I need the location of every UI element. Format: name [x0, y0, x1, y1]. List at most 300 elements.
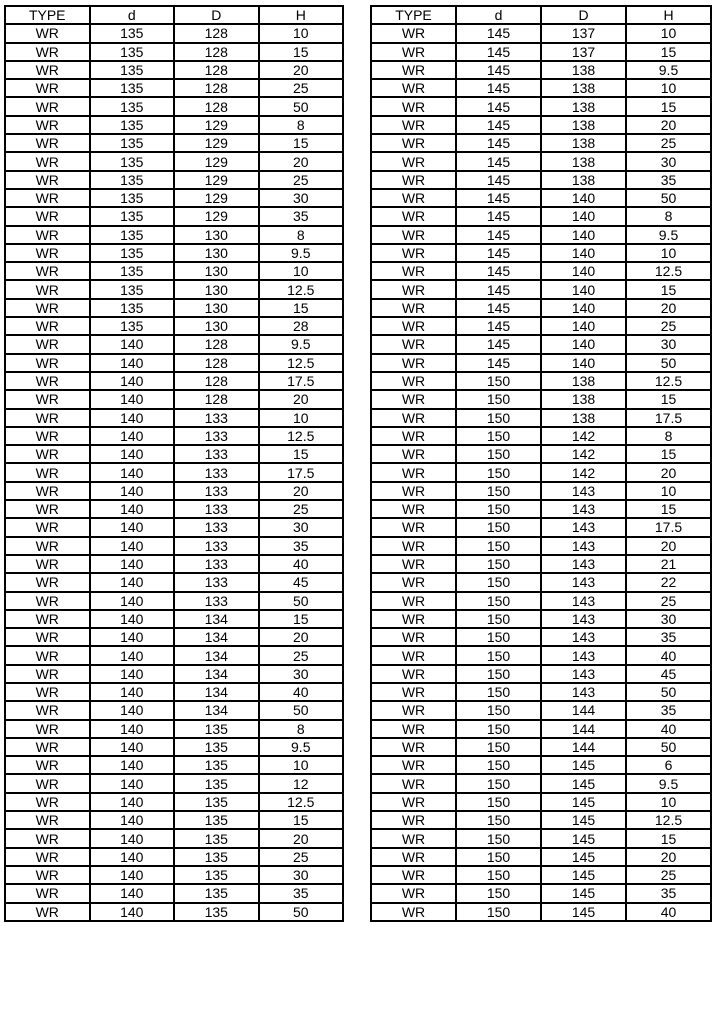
- cell-height: 20: [626, 463, 711, 481]
- table-row: [371, 280, 711, 298]
- cell-inner-diameter: 140: [90, 720, 175, 738]
- cell-outer-diameter: 144: [541, 738, 626, 756]
- table-row: [5, 884, 343, 902]
- cell-height: 15: [626, 390, 711, 408]
- cell-height: 25: [259, 500, 344, 518]
- table-row: [371, 244, 711, 262]
- cell-outer-diameter: 140: [541, 244, 626, 262]
- cell-outer-diameter: 145: [541, 756, 626, 774]
- table-row: [371, 445, 711, 463]
- cell-height: 50: [626, 683, 711, 701]
- cell-outer-diameter: 143: [541, 500, 626, 518]
- cell-inner-diameter: 140: [90, 628, 175, 646]
- cell-type: WR: [5, 207, 90, 225]
- cell-type: WR: [371, 226, 456, 244]
- cell-height: 21: [626, 555, 711, 573]
- cell-outer-diameter: 133: [174, 482, 259, 500]
- cell-height: 17.5: [259, 372, 344, 390]
- cell-type: WR: [5, 866, 90, 884]
- table-row: [371, 701, 711, 719]
- table-row: [371, 628, 711, 646]
- cell-inner-diameter: 150: [456, 445, 541, 463]
- cell-type: WR: [5, 79, 90, 97]
- table-row: [371, 738, 711, 756]
- table-row: [5, 226, 343, 244]
- cell-type: WR: [371, 555, 456, 573]
- cell-inner-diameter: 140: [90, 756, 175, 774]
- cell-type: WR: [371, 610, 456, 628]
- cell-outer-diameter: 143: [541, 555, 626, 573]
- cell-inner-diameter: 140: [90, 390, 175, 408]
- header-type: TYPE: [371, 6, 456, 24]
- cell-outer-diameter: 133: [174, 555, 259, 573]
- cell-outer-diameter: 134: [174, 628, 259, 646]
- table-row: [371, 518, 711, 536]
- cell-outer-diameter: 142: [541, 463, 626, 481]
- cell-inner-diameter: 145: [456, 97, 541, 115]
- cell-type: WR: [5, 518, 90, 536]
- cell-height: 12.5: [259, 793, 344, 811]
- cell-height: 28: [259, 317, 344, 335]
- cell-outer-diameter: 130: [174, 317, 259, 335]
- cell-inner-diameter: 140: [90, 500, 175, 518]
- table-row: [5, 738, 343, 756]
- cell-inner-diameter: 145: [456, 262, 541, 280]
- table-row: [371, 354, 711, 372]
- cell-height: 9.5: [259, 738, 344, 756]
- table-row: [371, 189, 711, 207]
- cell-inner-diameter: 140: [90, 610, 175, 628]
- cell-outer-diameter: 133: [174, 500, 259, 518]
- cell-type: WR: [5, 134, 90, 152]
- cell-outer-diameter: 133: [174, 445, 259, 463]
- cell-type: WR: [5, 354, 90, 372]
- cell-inner-diameter: 145: [456, 79, 541, 97]
- cell-type: WR: [371, 774, 456, 792]
- cell-height: 25: [259, 848, 344, 866]
- table-row: [5, 848, 343, 866]
- cell-height: 15: [259, 43, 344, 61]
- cell-outer-diameter: 143: [541, 683, 626, 701]
- cell-outer-diameter: 145: [541, 903, 626, 921]
- cell-type: WR: [371, 134, 456, 152]
- cell-inner-diameter: 150: [456, 610, 541, 628]
- header-height: H: [626, 6, 711, 24]
- cell-type: WR: [5, 335, 90, 353]
- cell-outer-diameter: 138: [541, 97, 626, 115]
- table-row: [5, 372, 343, 390]
- table-row: [5, 171, 343, 189]
- cell-outer-diameter: 137: [541, 43, 626, 61]
- cell-inner-diameter: 145: [456, 134, 541, 152]
- cell-height: 50: [259, 903, 344, 921]
- table-row: [5, 134, 343, 152]
- cell-outer-diameter: 140: [541, 299, 626, 317]
- cell-outer-diameter: 135: [174, 848, 259, 866]
- cell-type: WR: [371, 701, 456, 719]
- cell-outer-diameter: 140: [541, 262, 626, 280]
- table-row: [371, 756, 711, 774]
- cell-height: 12.5: [259, 280, 344, 298]
- cell-height: 20: [259, 61, 344, 79]
- cell-height: 45: [626, 665, 711, 683]
- cell-inner-diameter: 140: [90, 665, 175, 683]
- cell-type: WR: [371, 372, 456, 390]
- cell-height: 8: [259, 116, 344, 134]
- cell-type: WR: [5, 244, 90, 262]
- table-row: [371, 592, 711, 610]
- table-row: [5, 262, 343, 280]
- table-row: [5, 317, 343, 335]
- cell-outer-diameter: 143: [541, 573, 626, 591]
- cell-type: WR: [371, 244, 456, 262]
- cell-inner-diameter: 145: [456, 43, 541, 61]
- cell-height: 35: [626, 884, 711, 902]
- cell-height: 12: [259, 774, 344, 792]
- cell-inner-diameter: 150: [456, 866, 541, 884]
- cell-height: 17.5: [626, 518, 711, 536]
- table-body: [371, 24, 711, 921]
- header-height: H: [259, 6, 344, 24]
- cell-height: 50: [259, 97, 344, 115]
- cell-height: 20: [259, 390, 344, 408]
- cell-inner-diameter: 150: [456, 701, 541, 719]
- cell-type: WR: [5, 738, 90, 756]
- cell-outer-diameter: 128: [174, 390, 259, 408]
- table-row: [5, 701, 343, 719]
- cell-inner-diameter: 145: [456, 207, 541, 225]
- cell-height: 9.5: [626, 774, 711, 792]
- cell-inner-diameter: 145: [456, 299, 541, 317]
- table-row: [5, 829, 343, 847]
- cell-height: 35: [259, 537, 344, 555]
- table-row: [371, 43, 711, 61]
- cell-height: 35: [259, 884, 344, 902]
- cell-type: WR: [5, 610, 90, 628]
- cell-inner-diameter: 145: [456, 189, 541, 207]
- cell-inner-diameter: 145: [456, 61, 541, 79]
- cell-outer-diameter: 143: [541, 537, 626, 555]
- cell-outer-diameter: 133: [174, 537, 259, 555]
- cell-outer-diameter: 140: [541, 189, 626, 207]
- cell-inner-diameter: 150: [456, 409, 541, 427]
- cell-outer-diameter: 135: [174, 811, 259, 829]
- cell-type: WR: [371, 592, 456, 610]
- cell-height: 20: [259, 152, 344, 170]
- cell-type: WR: [371, 720, 456, 738]
- cell-height: 15: [259, 811, 344, 829]
- cell-outer-diameter: 130: [174, 280, 259, 298]
- cell-height: 20: [626, 848, 711, 866]
- cell-type: WR: [5, 61, 90, 79]
- cell-type: WR: [5, 43, 90, 61]
- table-header: [371, 6, 711, 24]
- cell-height: 25: [626, 317, 711, 335]
- cell-inner-diameter: 135: [90, 116, 175, 134]
- cell-inner-diameter: 140: [90, 701, 175, 719]
- table-row: [371, 573, 711, 591]
- table-row: [5, 244, 343, 262]
- cell-inner-diameter: 140: [90, 793, 175, 811]
- cell-type: WR: [5, 116, 90, 134]
- cell-inner-diameter: 145: [456, 171, 541, 189]
- cell-height: 15: [626, 500, 711, 518]
- cell-type: WR: [371, 335, 456, 353]
- cell-outer-diameter: 133: [174, 573, 259, 591]
- cell-type: WR: [371, 152, 456, 170]
- cell-type: WR: [371, 43, 456, 61]
- cell-inner-diameter: 135: [90, 79, 175, 97]
- header-row: [5, 6, 343, 24]
- cell-height: 10: [259, 756, 344, 774]
- cell-outer-diameter: 129: [174, 171, 259, 189]
- table-row: [371, 226, 711, 244]
- cell-outer-diameter: 135: [174, 738, 259, 756]
- cell-type: WR: [371, 463, 456, 481]
- table-row: [371, 537, 711, 555]
- cell-inner-diameter: 145: [456, 280, 541, 298]
- cell-inner-diameter: 140: [90, 463, 175, 481]
- cell-type: WR: [5, 884, 90, 902]
- cell-height: 30: [259, 189, 344, 207]
- cell-inner-diameter: 150: [456, 518, 541, 536]
- cell-height: 15: [626, 829, 711, 847]
- cell-inner-diameter: 150: [456, 500, 541, 518]
- cell-type: WR: [371, 537, 456, 555]
- cell-type: WR: [5, 24, 90, 42]
- cell-outer-diameter: 130: [174, 299, 259, 317]
- cell-height: 15: [626, 445, 711, 463]
- cell-inner-diameter: 135: [90, 262, 175, 280]
- cell-outer-diameter: 143: [541, 592, 626, 610]
- cell-height: 35: [626, 171, 711, 189]
- cell-type: WR: [5, 482, 90, 500]
- cell-type: WR: [5, 701, 90, 719]
- cell-outer-diameter: 128: [174, 43, 259, 61]
- cell-height: 10: [626, 24, 711, 42]
- cell-height: 25: [259, 79, 344, 97]
- cell-outer-diameter: 133: [174, 592, 259, 610]
- table-row: [371, 646, 711, 664]
- cell-outer-diameter: 129: [174, 152, 259, 170]
- table-row: [371, 884, 711, 902]
- cell-outer-diameter: 135: [174, 756, 259, 774]
- table-row: [371, 152, 711, 170]
- cell-outer-diameter: 128: [174, 97, 259, 115]
- cell-type: WR: [371, 884, 456, 902]
- cell-height: 50: [259, 592, 344, 610]
- cell-type: WR: [5, 152, 90, 170]
- table-row: [371, 793, 711, 811]
- cell-type: WR: [5, 372, 90, 390]
- table-row: [5, 500, 343, 518]
- header-inner-diameter: d: [90, 6, 175, 24]
- cell-height: 30: [626, 335, 711, 353]
- header-type: TYPE: [5, 6, 90, 24]
- cell-outer-diameter: 128: [174, 79, 259, 97]
- table-row: [5, 463, 343, 481]
- cell-type: WR: [371, 500, 456, 518]
- cell-type: WR: [5, 756, 90, 774]
- cell-outer-diameter: 145: [541, 848, 626, 866]
- cell-type: WR: [371, 445, 456, 463]
- cell-type: WR: [371, 299, 456, 317]
- cell-outer-diameter: 134: [174, 683, 259, 701]
- cell-inner-diameter: 150: [456, 555, 541, 573]
- cell-outer-diameter: 133: [174, 409, 259, 427]
- cell-inner-diameter: 140: [90, 829, 175, 847]
- cell-type: WR: [5, 848, 90, 866]
- cell-height: 30: [259, 518, 344, 536]
- cell-outer-diameter: 145: [541, 793, 626, 811]
- cell-outer-diameter: 138: [541, 116, 626, 134]
- table-row: [371, 665, 711, 683]
- table-row: [371, 317, 711, 335]
- cell-inner-diameter: 150: [456, 592, 541, 610]
- cell-height: 15: [259, 445, 344, 463]
- cell-type: WR: [371, 24, 456, 42]
- cell-type: WR: [371, 665, 456, 683]
- table-row: [5, 518, 343, 536]
- cell-type: WR: [371, 848, 456, 866]
- table-row: [5, 573, 343, 591]
- cell-outer-diameter: 129: [174, 207, 259, 225]
- cell-outer-diameter: 135: [174, 884, 259, 902]
- cell-height: 50: [626, 738, 711, 756]
- header-outer-diameter: D: [174, 6, 259, 24]
- table-row: [5, 61, 343, 79]
- cell-height: 15: [626, 280, 711, 298]
- cell-type: WR: [371, 518, 456, 536]
- cell-height: 9.5: [626, 226, 711, 244]
- cell-type: WR: [371, 482, 456, 500]
- cell-outer-diameter: 134: [174, 701, 259, 719]
- cell-type: WR: [371, 628, 456, 646]
- cell-outer-diameter: 135: [174, 793, 259, 811]
- cell-inner-diameter: 145: [456, 354, 541, 372]
- cell-inner-diameter: 145: [456, 244, 541, 262]
- cell-height: 15: [259, 610, 344, 628]
- cell-outer-diameter: 138: [541, 372, 626, 390]
- table-row: [371, 903, 711, 921]
- cell-type: WR: [371, 171, 456, 189]
- cell-type: WR: [371, 61, 456, 79]
- cell-inner-diameter: 135: [90, 317, 175, 335]
- cell-inner-diameter: 145: [456, 317, 541, 335]
- table-row: [5, 299, 343, 317]
- cell-outer-diameter: 142: [541, 427, 626, 445]
- header-inner-diameter: d: [456, 6, 541, 24]
- header-row: [371, 6, 711, 24]
- table-row: [371, 24, 711, 42]
- cell-inner-diameter: 140: [90, 811, 175, 829]
- cell-type: WR: [371, 97, 456, 115]
- cell-inner-diameter: 150: [456, 665, 541, 683]
- cell-height: 22: [626, 573, 711, 591]
- cell-type: WR: [371, 189, 456, 207]
- table-row: [371, 171, 711, 189]
- table-row: [371, 866, 711, 884]
- cell-type: WR: [5, 628, 90, 646]
- table-row: [5, 354, 343, 372]
- table-row: [5, 152, 343, 170]
- cell-outer-diameter: 142: [541, 445, 626, 463]
- cell-type: WR: [371, 262, 456, 280]
- cell-outer-diameter: 128: [174, 61, 259, 79]
- table-row: [5, 280, 343, 298]
- cell-outer-diameter: 133: [174, 463, 259, 481]
- cell-outer-diameter: 128: [174, 354, 259, 372]
- cell-type: WR: [5, 226, 90, 244]
- cell-inner-diameter: 140: [90, 427, 175, 445]
- cell-type: WR: [371, 79, 456, 97]
- cell-height: 10: [259, 24, 344, 42]
- cell-outer-diameter: 134: [174, 665, 259, 683]
- cell-height: 9.5: [259, 335, 344, 353]
- cell-inner-diameter: 150: [456, 903, 541, 921]
- cell-type: WR: [371, 866, 456, 884]
- cell-height: 25: [626, 134, 711, 152]
- cell-inner-diameter: 150: [456, 774, 541, 792]
- cell-height: 50: [626, 189, 711, 207]
- cell-outer-diameter: 130: [174, 244, 259, 262]
- cell-height: 25: [626, 592, 711, 610]
- cell-height: 8: [259, 226, 344, 244]
- cell-outer-diameter: 129: [174, 134, 259, 152]
- cell-inner-diameter: 150: [456, 390, 541, 408]
- cell-inner-diameter: 135: [90, 43, 175, 61]
- cell-type: WR: [371, 756, 456, 774]
- cell-inner-diameter: 145: [456, 335, 541, 353]
- cell-inner-diameter: 140: [90, 738, 175, 756]
- cell-height: 20: [626, 537, 711, 555]
- cell-type: WR: [5, 463, 90, 481]
- cell-outer-diameter: 128: [174, 372, 259, 390]
- cell-outer-diameter: 129: [174, 116, 259, 134]
- cell-inner-diameter: 135: [90, 207, 175, 225]
- cell-outer-diameter: 145: [541, 866, 626, 884]
- cell-height: 12.5: [259, 354, 344, 372]
- cell-outer-diameter: 138: [541, 79, 626, 97]
- cell-type: WR: [5, 774, 90, 792]
- cell-height: 10: [626, 793, 711, 811]
- cell-type: WR: [371, 207, 456, 225]
- table-row: [5, 390, 343, 408]
- table-row: [371, 610, 711, 628]
- cell-height: 10: [259, 262, 344, 280]
- cell-outer-diameter: 145: [541, 774, 626, 792]
- cell-outer-diameter: 138: [541, 152, 626, 170]
- cell-height: 8: [626, 207, 711, 225]
- cell-height: 40: [626, 903, 711, 921]
- cell-outer-diameter: 143: [541, 610, 626, 628]
- table-row: [5, 665, 343, 683]
- cell-height: 40: [259, 683, 344, 701]
- table-row: [5, 116, 343, 134]
- cell-inner-diameter: 145: [456, 116, 541, 134]
- cell-inner-diameter: 140: [90, 592, 175, 610]
- table-row: [5, 207, 343, 225]
- cell-inner-diameter: 140: [90, 884, 175, 902]
- cell-height: 40: [626, 646, 711, 664]
- table-row: [5, 43, 343, 61]
- table-row: [371, 683, 711, 701]
- cell-inner-diameter: 140: [90, 372, 175, 390]
- cell-type: WR: [5, 903, 90, 921]
- table-row: [371, 811, 711, 829]
- table-row: [5, 811, 343, 829]
- cell-height: 35: [259, 207, 344, 225]
